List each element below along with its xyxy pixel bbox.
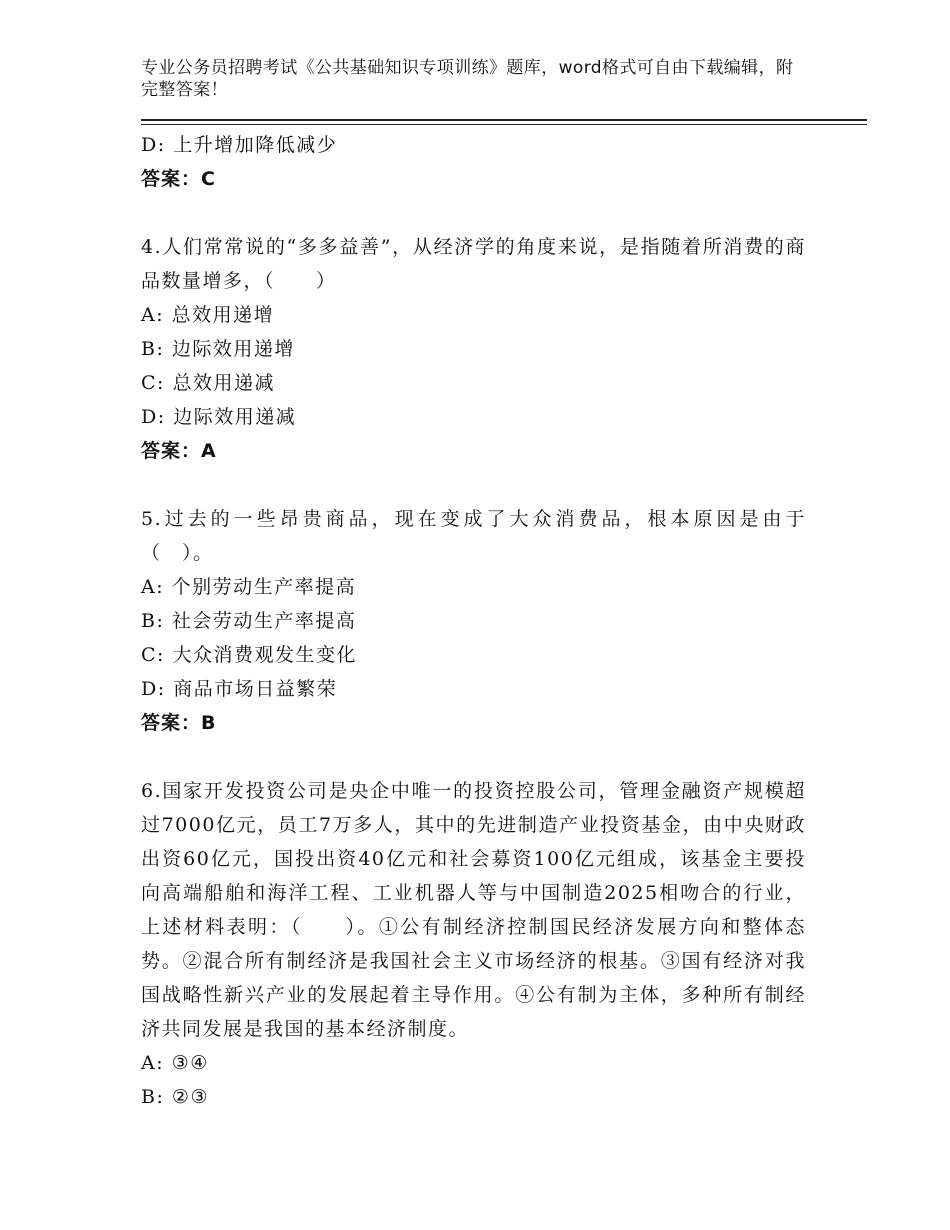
answer-value: A — [201, 440, 217, 462]
option-c: C: 大众消费观发生变化 — [141, 644, 358, 666]
question-stem: 4.人们常常说的“多多益善”，从经济学的角度来说，是指随着所消费的商品数量增多，（ ） — [141, 236, 806, 292]
option-c: C: 总效用递减 — [141, 372, 276, 394]
option-b: B: ②③ — [141, 1086, 209, 1108]
question-list — [141, 128, 806, 1114]
question-stem: 5.过去的一些昂贵商品，现在变成了大众消费品，根本原因是由于（ ）。 — [141, 508, 806, 564]
option-d: D: 边际效用递减 — [141, 406, 297, 428]
answer-line: 答案：C — [141, 168, 216, 190]
option-a: A: 个别劳动生产率提高 — [141, 576, 357, 598]
header-divider-thin — [141, 124, 867, 125]
option-d: D: 上升增加降低减少 — [141, 134, 338, 156]
question-block — [141, 230, 806, 468]
spacer — [141, 196, 806, 230]
option-d: D: 商品市场日益繁荣 — [141, 678, 338, 700]
question-block — [141, 502, 806, 740]
spacer — [141, 468, 806, 502]
answer-line: 答案：B — [141, 712, 217, 734]
option-b: B: 社会劳动生产率提高 — [141, 610, 357, 632]
option-b: B: 边际效用递增 — [141, 338, 295, 360]
option-a: A: 总效用递增 — [141, 304, 275, 326]
option-a: A: ③④ — [141, 1052, 209, 1074]
answer-value: B — [201, 712, 217, 734]
answer-value: C — [201, 168, 216, 190]
answer-line: 答案：A — [141, 440, 217, 462]
page-header: 专业公务员招聘考试《公共基础知识专项训练》题库，word格式可自由下载编辑，附完整答案！ — [141, 58, 794, 100]
question-block — [141, 128, 806, 196]
spacer — [141, 740, 806, 774]
question-stem: 6.国家开发投资公司是央企中唯一的投资控股公司，管理金融资产规模超过7000亿元，员工7万多人，其中的先进制造产业投资基金，由中央财政出资60亿元，国投出资40亿元和社会募资100亿元组成，该基金主要投向高端船舶和海洋工程、工业机器人等与中国制造2025相吻合的行业，上述材料表明：（ ）。①公有制经济控制国民经济发展方向和整体态势。②混合所有制经济是我国社会主义市场经济的根基。③国有经济对我国战略性新兴产业的发展起着主导作用。④公有制为主体，多种所有制经济共同发展是我国的基本经济制度。 — [141, 780, 806, 1040]
question-block — [141, 774, 806, 1114]
header-divider — [141, 119, 867, 121]
